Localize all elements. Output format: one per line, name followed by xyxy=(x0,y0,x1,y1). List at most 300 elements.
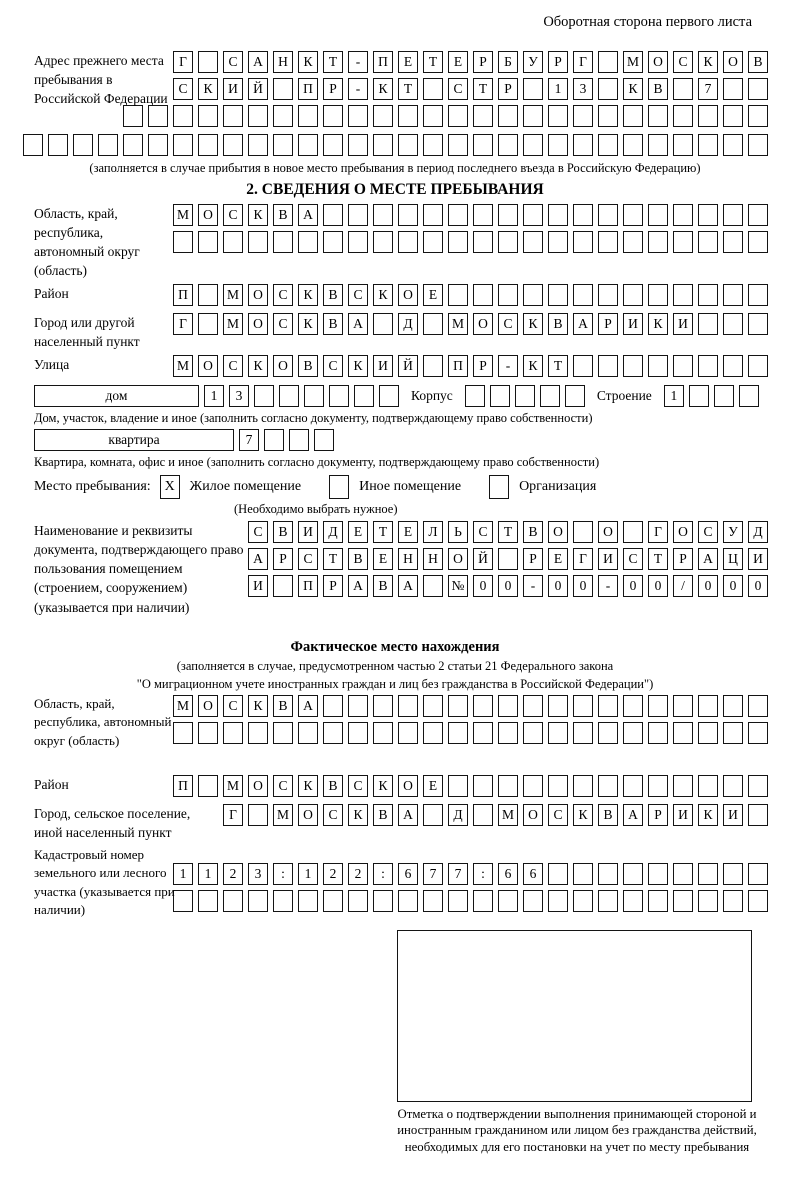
char-cell xyxy=(673,890,693,912)
char-cell xyxy=(473,804,493,826)
char-cell xyxy=(598,284,618,306)
char-cell xyxy=(748,78,768,100)
char-cell xyxy=(648,105,668,127)
char-cell: Р xyxy=(498,78,518,100)
char-cell: - xyxy=(598,575,618,597)
char-cell: И xyxy=(223,78,243,100)
char-cell xyxy=(598,890,618,912)
char-cell: И xyxy=(748,548,768,570)
char-cell: О xyxy=(523,804,543,826)
char-cell: О xyxy=(248,313,268,335)
actual-district-label: Район xyxy=(34,777,69,792)
char-cell: Г xyxy=(223,804,243,826)
char-cell xyxy=(398,204,418,226)
actual-city-label: Город, сельское поселение, иной населенный пункт xyxy=(34,806,191,841)
char-cell: Н xyxy=(398,548,418,570)
char-cell: - xyxy=(348,51,368,73)
char-cell xyxy=(723,775,743,797)
char-cell xyxy=(348,890,368,912)
char-cell xyxy=(298,890,318,912)
char-cell: Т xyxy=(498,521,518,543)
char-cell xyxy=(523,231,543,253)
char-cell: С xyxy=(273,284,293,306)
char-cell: О xyxy=(198,355,218,377)
city-label: Город или другой населенный пункт xyxy=(34,315,140,350)
street-label: Улица xyxy=(34,357,70,372)
char-cell: 0 xyxy=(698,575,718,597)
char-cell xyxy=(373,722,393,744)
char-cell: 3 xyxy=(248,863,268,885)
char-cell xyxy=(748,105,768,127)
char-cell xyxy=(673,775,693,797)
char-cell xyxy=(623,355,643,377)
char-cell: К xyxy=(573,804,593,826)
char-cell xyxy=(623,775,643,797)
char-cell xyxy=(248,134,268,156)
char-cell: Т xyxy=(373,521,393,543)
confirmation-mark-area xyxy=(375,930,779,1155)
char-cell xyxy=(748,313,768,335)
char-cell xyxy=(348,105,368,127)
char-cell xyxy=(698,775,718,797)
actual-district-row xyxy=(22,775,768,797)
char-cell: Н xyxy=(273,51,293,73)
char-cell xyxy=(273,231,293,253)
char-cell: - xyxy=(498,355,518,377)
char-cell: М xyxy=(498,804,518,826)
char-cell xyxy=(723,863,743,885)
char-cell: В xyxy=(373,804,393,826)
char-cell: С xyxy=(348,775,368,797)
char-cell: С xyxy=(323,355,343,377)
char-cell: В xyxy=(598,804,618,826)
char-cell xyxy=(648,695,668,717)
char-cell: О xyxy=(248,284,268,306)
char-cell xyxy=(748,284,768,306)
char-cell xyxy=(98,134,118,156)
char-cell: К xyxy=(698,804,718,826)
char-cell xyxy=(223,105,243,127)
char-cell: В xyxy=(548,313,568,335)
char-cell xyxy=(598,78,618,100)
char-cell xyxy=(398,134,418,156)
char-cell xyxy=(748,890,768,912)
cadastral-label: Кадастровый номер земельного или лесного участка (указывается при наличии) xyxy=(34,847,175,918)
char-cell: В xyxy=(273,204,293,226)
char-cell xyxy=(423,313,443,335)
char-cell: К xyxy=(623,78,643,100)
district-row xyxy=(22,284,768,306)
char-cell xyxy=(548,204,568,226)
char-cell: О xyxy=(598,521,618,543)
char-cell xyxy=(623,695,643,717)
char-cell: С xyxy=(348,284,368,306)
char-cell: К xyxy=(373,775,393,797)
char-cell xyxy=(498,105,518,127)
char-cell xyxy=(573,134,593,156)
char-cell xyxy=(623,722,643,744)
char-cell: М xyxy=(223,284,243,306)
char-cell: Т xyxy=(648,548,668,570)
char-cell xyxy=(598,204,618,226)
char-cell: В xyxy=(323,775,343,797)
char-cell xyxy=(198,775,218,797)
char-cell: С xyxy=(273,313,293,335)
char-cell: Е xyxy=(348,521,368,543)
char-cell xyxy=(498,890,518,912)
char-cell xyxy=(673,231,693,253)
stay-type-row xyxy=(34,475,768,499)
actual-location-title: Фактическое место нахождения xyxy=(290,639,500,655)
char-cell: В xyxy=(298,355,318,377)
char-cell xyxy=(698,695,718,717)
actual-location-caption-2: "О миграционном учете иностранных граждан и лиц без гражданства в Российской Федерации") xyxy=(136,677,654,691)
char-cell xyxy=(523,134,543,156)
char-cell: К xyxy=(523,355,543,377)
char-cell xyxy=(648,231,668,253)
char-cell xyxy=(573,231,593,253)
char-cell xyxy=(323,695,343,717)
char-cell xyxy=(548,722,568,744)
char-cell: С xyxy=(248,521,268,543)
char-cell xyxy=(698,284,718,306)
char-cell xyxy=(423,134,443,156)
option-organization-label: Организация xyxy=(519,479,597,494)
char-cell: П xyxy=(173,775,193,797)
char-cell: А xyxy=(398,575,418,597)
char-cell xyxy=(448,284,468,306)
char-cell xyxy=(548,231,568,253)
char-cell xyxy=(673,78,693,100)
char-cell xyxy=(354,385,374,407)
char-cell: М xyxy=(173,355,193,377)
char-cell: И xyxy=(598,548,618,570)
region-label: Область, край, республика, автономный округ (область) xyxy=(34,206,140,279)
char-cell xyxy=(473,722,493,744)
char-cell: 2 xyxy=(323,863,343,885)
char-cell xyxy=(323,890,343,912)
char-cell xyxy=(498,722,518,744)
char-cell xyxy=(515,385,535,407)
char-cell xyxy=(423,804,443,826)
char-cell: К xyxy=(198,78,218,100)
char-cell xyxy=(348,231,368,253)
char-cell xyxy=(723,134,743,156)
char-cell xyxy=(379,385,399,407)
char-cell xyxy=(473,204,493,226)
char-cell: М xyxy=(273,804,293,826)
char-cell xyxy=(748,204,768,226)
char-cell xyxy=(323,231,343,253)
char-cell: В xyxy=(273,695,293,717)
char-cell xyxy=(723,722,743,744)
char-cell xyxy=(173,134,193,156)
char-cell: М xyxy=(448,313,468,335)
char-cell xyxy=(423,575,443,597)
char-cell xyxy=(523,890,543,912)
char-cell: О xyxy=(448,548,468,570)
char-cell xyxy=(698,105,718,127)
char-cell: С xyxy=(323,804,343,826)
char-cell: Е xyxy=(448,51,468,73)
char-cell: Ь xyxy=(448,521,468,543)
stroenie-label: Строение xyxy=(596,388,652,403)
prev-address-label: Адрес прежнего места пребывания в Российской Федерации xyxy=(34,53,168,107)
char-cell xyxy=(623,284,643,306)
char-cell xyxy=(498,548,518,570)
char-cell: Р xyxy=(673,548,693,570)
city-block xyxy=(22,313,768,353)
char-cell: 6 xyxy=(523,863,543,885)
char-cell: Г xyxy=(573,51,593,73)
checkbox-organization xyxy=(489,475,509,499)
char-cell: Т xyxy=(323,51,343,73)
char-cell xyxy=(148,134,168,156)
char-cell xyxy=(723,231,743,253)
char-cell xyxy=(498,284,518,306)
char-cell: - xyxy=(348,78,368,100)
char-cell: К xyxy=(373,284,393,306)
char-cell xyxy=(323,204,343,226)
char-cell xyxy=(748,355,768,377)
stay-type-note: (Необходимо выбрать нужное) xyxy=(234,502,398,516)
char-cell xyxy=(540,385,560,407)
char-cell xyxy=(748,134,768,156)
char-cell xyxy=(748,863,768,885)
char-cell xyxy=(423,231,443,253)
char-cell xyxy=(739,385,759,407)
char-cell xyxy=(698,863,718,885)
char-cell xyxy=(698,204,718,226)
char-cell xyxy=(623,105,643,127)
char-cell xyxy=(548,105,568,127)
house-number-cells xyxy=(204,385,399,407)
char-cell: 7 xyxy=(448,863,468,885)
char-cell xyxy=(673,863,693,885)
char-cell xyxy=(548,890,568,912)
char-cell xyxy=(264,429,284,451)
char-cell xyxy=(548,775,568,797)
char-cell xyxy=(673,204,693,226)
char-cell: 7 xyxy=(423,863,443,885)
char-cell: 1 xyxy=(298,863,318,885)
char-cell xyxy=(673,722,693,744)
char-cell xyxy=(473,134,493,156)
char-cell: Д xyxy=(448,804,468,826)
house-row xyxy=(34,385,768,407)
char-cell: П xyxy=(373,51,393,73)
char-cell xyxy=(298,134,318,156)
char-cell: С xyxy=(223,204,243,226)
char-cell: 0 xyxy=(623,575,643,597)
char-cell xyxy=(623,204,643,226)
char-cell: С xyxy=(473,521,493,543)
char-cell xyxy=(698,231,718,253)
char-cell xyxy=(698,722,718,744)
char-cell: 0 xyxy=(473,575,493,597)
char-cell: 1 xyxy=(204,385,224,407)
checkbox-residential: X xyxy=(160,475,180,499)
char-cell xyxy=(248,231,268,253)
char-cell xyxy=(623,521,643,543)
char-cell: О xyxy=(198,204,218,226)
char-cell xyxy=(348,134,368,156)
char-cell xyxy=(323,722,343,744)
char-cell xyxy=(448,775,468,797)
district-label: Район xyxy=(34,286,69,301)
char-cell: А xyxy=(298,204,318,226)
char-cell xyxy=(573,863,593,885)
char-cell xyxy=(523,775,543,797)
stroenie-cells xyxy=(664,385,759,407)
char-cell xyxy=(273,722,293,744)
char-cell xyxy=(323,105,343,127)
char-cell: С xyxy=(273,775,293,797)
char-cell xyxy=(398,105,418,127)
char-cell xyxy=(473,775,493,797)
char-cell xyxy=(448,204,468,226)
char-cell xyxy=(298,231,318,253)
char-cell: О xyxy=(398,775,418,797)
char-cell xyxy=(723,695,743,717)
char-cell: Е xyxy=(398,521,418,543)
char-cell xyxy=(598,863,618,885)
char-cell: С xyxy=(448,78,468,100)
char-cell xyxy=(198,890,218,912)
char-cell xyxy=(723,105,743,127)
char-cell: 3 xyxy=(229,385,249,407)
char-cell xyxy=(248,722,268,744)
char-cell xyxy=(648,204,668,226)
char-cell: 0 xyxy=(748,575,768,597)
char-cell: М xyxy=(223,313,243,335)
char-cell xyxy=(273,575,293,597)
actual-city-block xyxy=(22,804,768,844)
char-cell xyxy=(548,134,568,156)
char-cell xyxy=(565,385,585,407)
char-cell: 0 xyxy=(648,575,668,597)
char-cell: Ц xyxy=(723,548,743,570)
char-cell: Е xyxy=(423,284,443,306)
char-cell xyxy=(198,284,218,306)
document-block xyxy=(22,521,768,633)
char-cell: 0 xyxy=(573,575,593,597)
char-cell xyxy=(398,231,418,253)
char-cell xyxy=(698,134,718,156)
char-cell xyxy=(698,890,718,912)
char-cell xyxy=(198,231,218,253)
char-cell xyxy=(573,775,593,797)
char-cell: С xyxy=(298,548,318,570)
stay-type-label: Место пребывания: xyxy=(34,479,151,494)
char-cell xyxy=(198,105,218,127)
char-cell xyxy=(289,429,309,451)
char-cell xyxy=(348,695,368,717)
char-cell xyxy=(348,204,368,226)
char-cell xyxy=(689,385,709,407)
char-cell: И xyxy=(373,355,393,377)
char-cell xyxy=(573,890,593,912)
char-cell: Е xyxy=(373,548,393,570)
char-cell: 2 xyxy=(348,863,368,885)
char-cell: 1 xyxy=(664,385,684,407)
prev-address-block xyxy=(22,51,768,132)
char-cell: М xyxy=(173,695,193,717)
char-cell: С xyxy=(498,313,518,335)
char-cell: С xyxy=(623,548,643,570)
char-cell xyxy=(423,695,443,717)
char-cell xyxy=(748,775,768,797)
char-cell: Р xyxy=(548,51,568,73)
char-cell xyxy=(323,134,343,156)
char-cell xyxy=(573,355,593,377)
char-cell xyxy=(373,105,393,127)
char-cell xyxy=(623,890,643,912)
char-cell xyxy=(373,204,393,226)
char-cell: Е xyxy=(548,548,568,570)
char-cell xyxy=(473,105,493,127)
char-cell: 0 xyxy=(498,575,518,597)
char-cell xyxy=(523,722,543,744)
char-cell xyxy=(573,521,593,543)
char-cell: И xyxy=(248,575,268,597)
char-cell xyxy=(498,134,518,156)
char-cell xyxy=(423,204,443,226)
char-cell xyxy=(598,134,618,156)
char-cell xyxy=(673,105,693,127)
char-cell xyxy=(448,231,468,253)
char-cell xyxy=(373,890,393,912)
char-cell xyxy=(598,105,618,127)
char-cell xyxy=(223,231,243,253)
char-cell xyxy=(198,51,218,73)
char-cell xyxy=(623,134,643,156)
actual-location-caption-1: (заполняется в случае, предусмотренном частью 2 статьи 21 Федерального закона xyxy=(176,659,614,673)
char-cell xyxy=(448,890,468,912)
char-cell xyxy=(673,284,693,306)
char-cell: 0 xyxy=(723,575,743,597)
char-cell xyxy=(223,722,243,744)
char-cell xyxy=(723,204,743,226)
confirmation-mark-caption: Отметка о подтверждении выполнения принимающей стороной и иностранным гражданином или лицом без гражданства действий, необходимых для его постановки на учет по месту пребывания xyxy=(397,1107,757,1154)
char-cell: О xyxy=(723,51,743,73)
char-cell: А xyxy=(698,548,718,570)
char-cell xyxy=(373,231,393,253)
char-cell: Д xyxy=(323,521,343,543)
char-cell xyxy=(723,313,743,335)
char-cell xyxy=(523,204,543,226)
char-cell xyxy=(273,134,293,156)
char-cell xyxy=(598,775,618,797)
char-cell: У xyxy=(723,521,743,543)
char-cell: № xyxy=(448,575,468,597)
char-cell: К xyxy=(298,284,318,306)
char-cell xyxy=(304,385,324,407)
char-cell: К xyxy=(648,313,668,335)
apartment-row xyxy=(34,429,768,451)
char-cell: А xyxy=(573,313,593,335)
actual-district-block xyxy=(22,775,768,802)
house-caption: Дом, участок, владение и иное (заполнить согласно документу, подтверждающему право собственности) xyxy=(34,411,593,425)
char-cell xyxy=(523,78,543,100)
char-cell: Р xyxy=(273,548,293,570)
char-cell xyxy=(273,890,293,912)
char-cell xyxy=(279,385,299,407)
char-cell xyxy=(473,284,493,306)
char-cell: Т xyxy=(473,78,493,100)
char-cell: И xyxy=(673,313,693,335)
char-cell: В xyxy=(523,521,543,543)
